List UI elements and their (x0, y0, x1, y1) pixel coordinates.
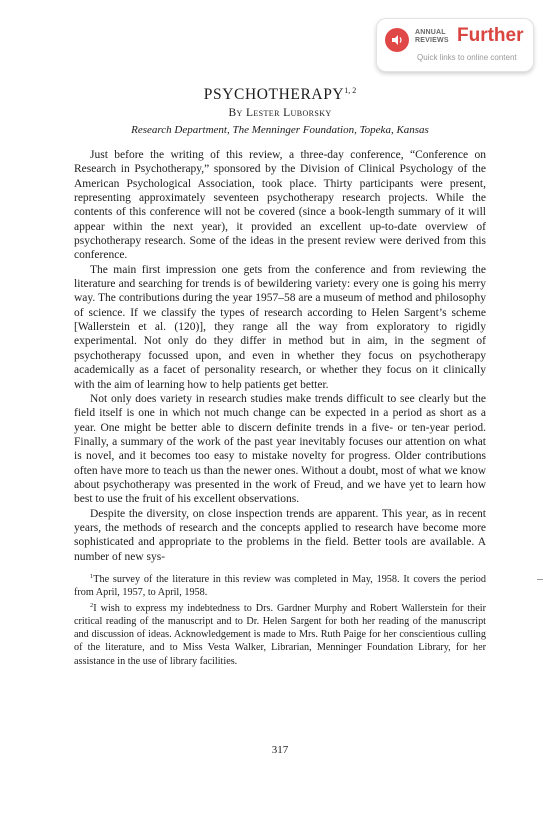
speaker-icon (385, 28, 409, 52)
footnote-mark: 2 (90, 602, 94, 610)
footnote (74, 599, 486, 667)
further-subtitle: Quick links to online content (417, 53, 517, 62)
author-byline: By Lester Luborsky (228, 107, 332, 119)
margin-mark (537, 579, 543, 580)
paragraph: Not only does variety in research studies make trends difficult to see clearly but the field itself is one in which not much change can be expected in a period as short as a year. One might be better able to discern definite trends in a five- or ten-year period. Finally, a summary of the work of the past year inevitably focuses our attention on what is novel, and it becomes too easy to mistake novelty for progress. Older contributions often have more to teach us than the newer ones. Without a doubt, most of what we know about psychotherapy was presented in the work of Freud, and we have yet to learn how best to use the fruit of his excellent observations. (74, 392, 486, 506)
article-body (74, 148, 486, 668)
annual-reviews-logo: ANNUAL REVIEWS (415, 29, 449, 44)
page-number: 317 (271, 744, 289, 756)
paragraph: Despite the diversity, on close inspection trends are apparent. This year, as in recent years, the methods of research and the concepts applied to research have become more sophisticated and appropriate to the problems in the field. Better tools are available. A number of new sys- (74, 507, 486, 563)
further-label: Further (457, 25, 524, 46)
article-title: PSYCHOTHERAPY$^{1, 2}$ (203, 86, 357, 103)
title-footnote-marks: 1, 2 (344, 86, 357, 95)
paragraph: Just before the writing of this review, a three-day conference, “Conference on Research in Psychotherapy,” sponsored by the Division of Clinical Psychology of the American Psychological Association, took place. Thirty participants were present, representing approximately seventeen psychotherapy research projects. While the contents of this conference will not be covered (since a book-length summary of it will appear within the next year), it provided an excellent up-to-date overview of psychotherapy research. Some of the ideas in the present review were derived from this conference. (74, 149, 486, 262)
footnote-text: The survey of the literature in this review was completed in May, 1958. It covers the period from April, 1957, to April, 1958. (74, 573, 486, 599)
paragraph: The main first impression one gets from the conference and from reviewing the literature and searching for trends is of bewildering variety: every one is going his merry way. The contributions during the year 1957–58 are a museum of method and philosophy of science. If we classify the types of research according to Helen Sargent’s scheme [Wallerstein et al. (120)], they range all the way from exploratory to rigidly experimental. Not only do they differ in method but in aim, in the segment of psychotherapy focussed upon, and even in whether they focus on psychotherapy academically as a facet of personality research, or whether they focus on it clinically with the aim of learning how to help patients get better. (74, 263, 486, 391)
further-badge[interactable] (376, 18, 534, 72)
author-affiliation: Research Department, The Menninger Foundation, Topeka, Kansas (131, 124, 429, 136)
footnote-text: I wish to express my indebtedness to Drs. Gardner Murphy and Robert Wallerstein for their critical reading of the manuscript and to Dr. Helen Sargent for both her reading of the manuscript and discussion of ideas. Acknowledgement is made to Mrs. Ruth Paige for her conscientious culling of the literature, and to Miss Vesta Walker, Librarian, Menninger Foundation Library, for her assistance in the use of library facilities. (74, 603, 486, 667)
footnote-mark: 1 (90, 572, 94, 580)
footnote (74, 570, 486, 599)
